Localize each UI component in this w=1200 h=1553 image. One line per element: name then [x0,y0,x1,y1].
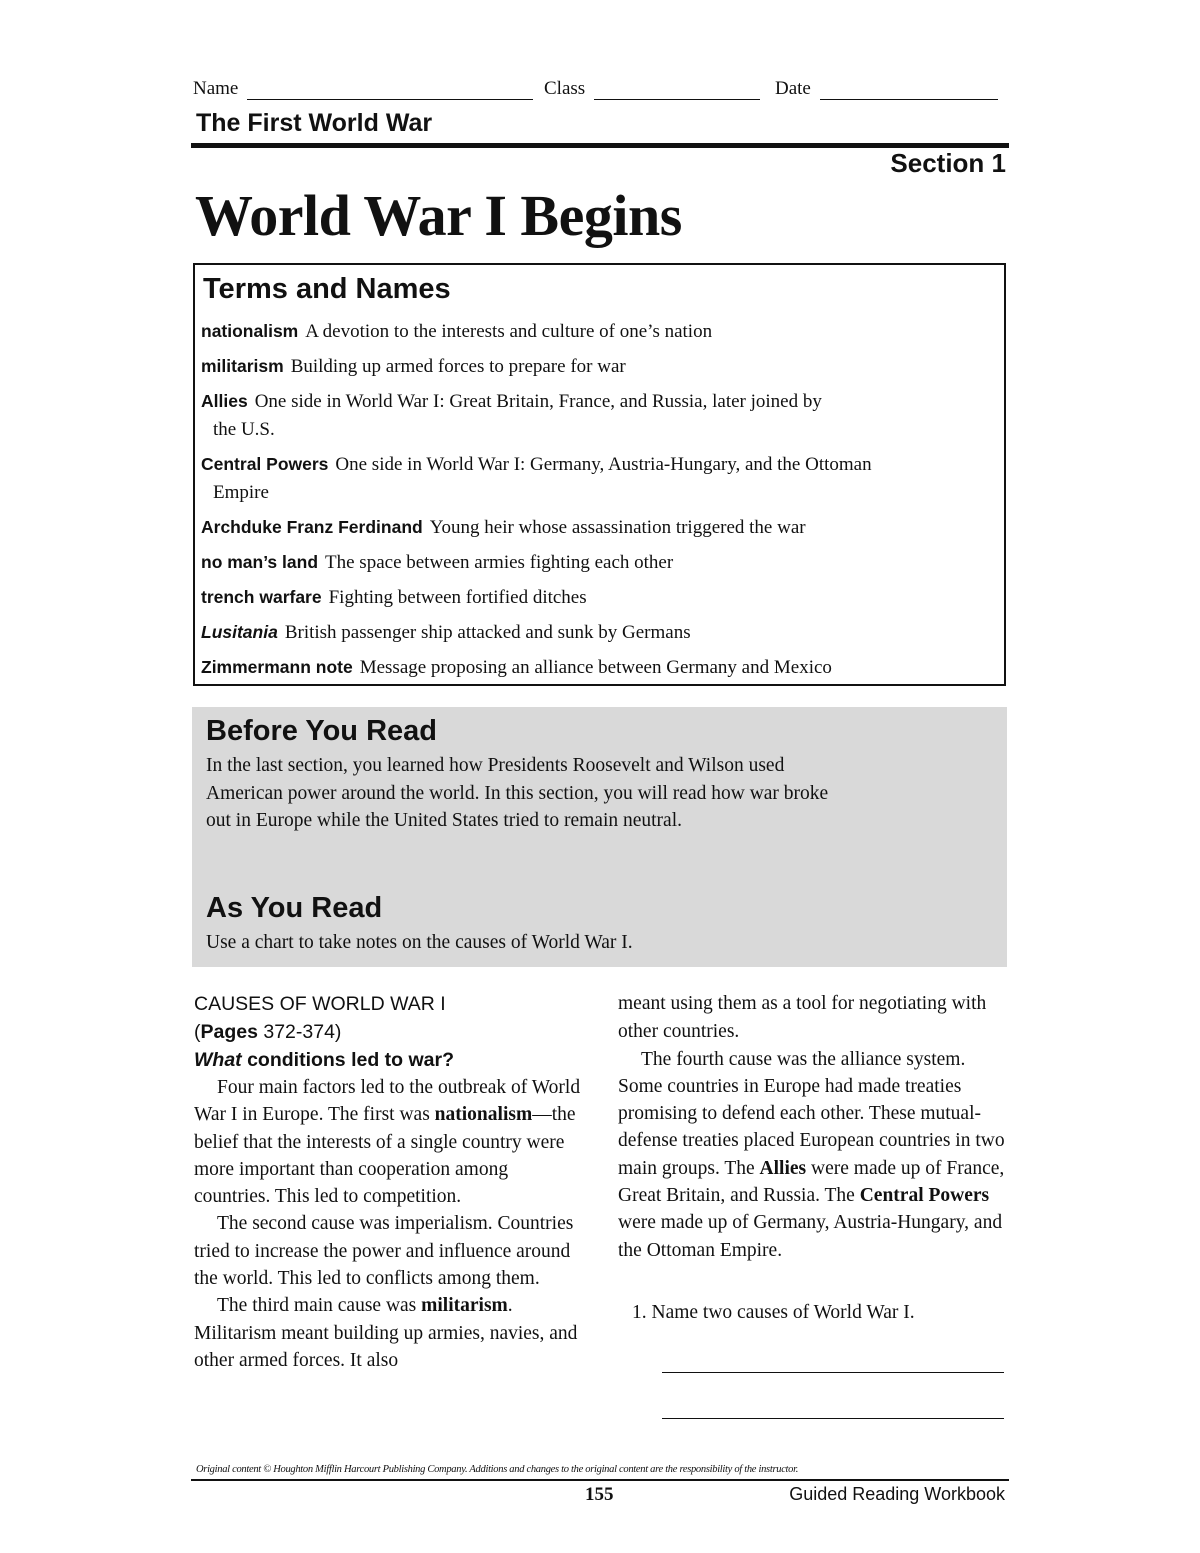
term-definition: British passenger ship attacked and sunk by Germans [284,622,691,643]
term-definition: Fighting between fortified ditches [328,587,587,608]
term-definition: One side in World War I: Germany, Austria-Hungary, and the Ottoman [335,454,872,475]
as-you-read-heading: As You Read [206,892,383,924]
term-item [201,653,1001,682]
paragraph-imperialism: The second cause was imperialism. Countries tried to increase the power and influence around the world. This led to conflicts among them. [194,1213,574,1290]
page-number: 155 [585,1484,614,1505]
left-column [194,990,584,1374]
term-item [201,317,1001,346]
section-label: Section 1 [890,148,1006,178]
term-word: Central Powers [201,454,329,474]
term-word: no man’s land [201,552,319,572]
before-you-read-heading: Before You Read [206,715,437,747]
term-definition: One side in World War I: Great Britain, France, and Russia, later joined by [254,391,822,412]
right-column [618,990,1008,1264]
review-question: 1. Name two causes of World War I. [632,1302,915,1323]
term-definition: The space between armies fighting each other [325,552,674,573]
term-word: nationalism [201,321,299,341]
footer-divider [191,1479,1009,1481]
term-word: militarism [201,356,284,376]
terms-heading: Terms and Names [203,273,451,305]
answer-line[interactable] [662,1418,1004,1419]
term-item [201,387,1001,444]
before-you-read-text: In the last section, you learned how Presidents Roosevelt and Wilson used American power around the world. In this section, you will read how war broke out in Europe while the United States tried to remain neutral. [206,755,829,831]
term-word: Lusitania [201,622,278,642]
term-definition-continued: the U.S. [213,419,275,440]
reading-guide-box [192,707,1007,967]
term-definition: Young heir whose assassination triggered the war [429,517,806,538]
term-item [201,618,1001,647]
title-divider [191,143,1009,148]
term-definition: Message proposing an alliance between Germany and Mexico [359,657,832,678]
date-label: Date [775,78,811,99]
term-definition: Building up armed forces to prepare for war [290,356,626,377]
paragraph-militarism-continued: meant using them as a tool for negotiating with other countries. [618,993,987,1042]
term-word: Allies [201,391,248,411]
workbook-label: Guided Reading Workbook [789,1484,1005,1504]
paragraph-alliances: The fourth cause was the alliance system. Some countries in Europe had made treaties promising to defend each other. These mutual-defense treaties placed European countries in two main groups. The Allies were made up of France, Great Britain, and Russia. The Central Powers were made up of Germany, Austria-Hungary, and the Ottoman Empire. [618,1048,1005,1261]
unit-title: The First World War [196,109,433,137]
term-item [201,548,1001,577]
page-title: World War I Begins [195,183,682,248]
term-item [201,513,1001,542]
term-item [201,450,1001,507]
section-heading: CAUSES OF WORLD WAR I [194,993,446,1015]
term-word: trench warfare [201,587,322,607]
name-blank[interactable] [247,99,533,100]
copyright-notice: Original content © Houghton Mifflin Harcourt Publishing Company. Additions and changes to the original content are the responsibility of the instructor. [196,1464,799,1475]
terms-box [193,263,1006,686]
term-word: Archduke Franz Ferdinand [201,517,423,537]
as-you-read-text: Use a chart to take notes on the causes of World War I. [206,932,633,953]
term-word: Zimmermann note [201,657,353,677]
paragraph-militarism: The third main cause was militarism. Militarism meant building up armies, navies, and other armed forces. It also [194,1295,578,1371]
student-info-line [193,78,1005,104]
focus-question: What conditions led to war? [194,1049,454,1071]
name-label: Name [193,78,239,99]
date-blank[interactable] [820,99,998,100]
term-definition-continued: Empire [213,482,269,503]
term-definition: A devotion to the interests and culture of one’s nation [305,321,713,342]
paragraph-nationalism: Four main factors led to the outbreak of World War I in Europe. The first was nationalism—the belief that the interests of a single country were more important than cooperation among countries. This led to competition. [194,1077,581,1208]
class-blank[interactable] [594,99,760,100]
answer-line[interactable] [662,1372,1004,1373]
term-item [201,352,1001,381]
term-item [201,583,1001,612]
page-reference: (Pages 372-374) [194,1021,342,1043]
class-label: Class [544,78,586,99]
